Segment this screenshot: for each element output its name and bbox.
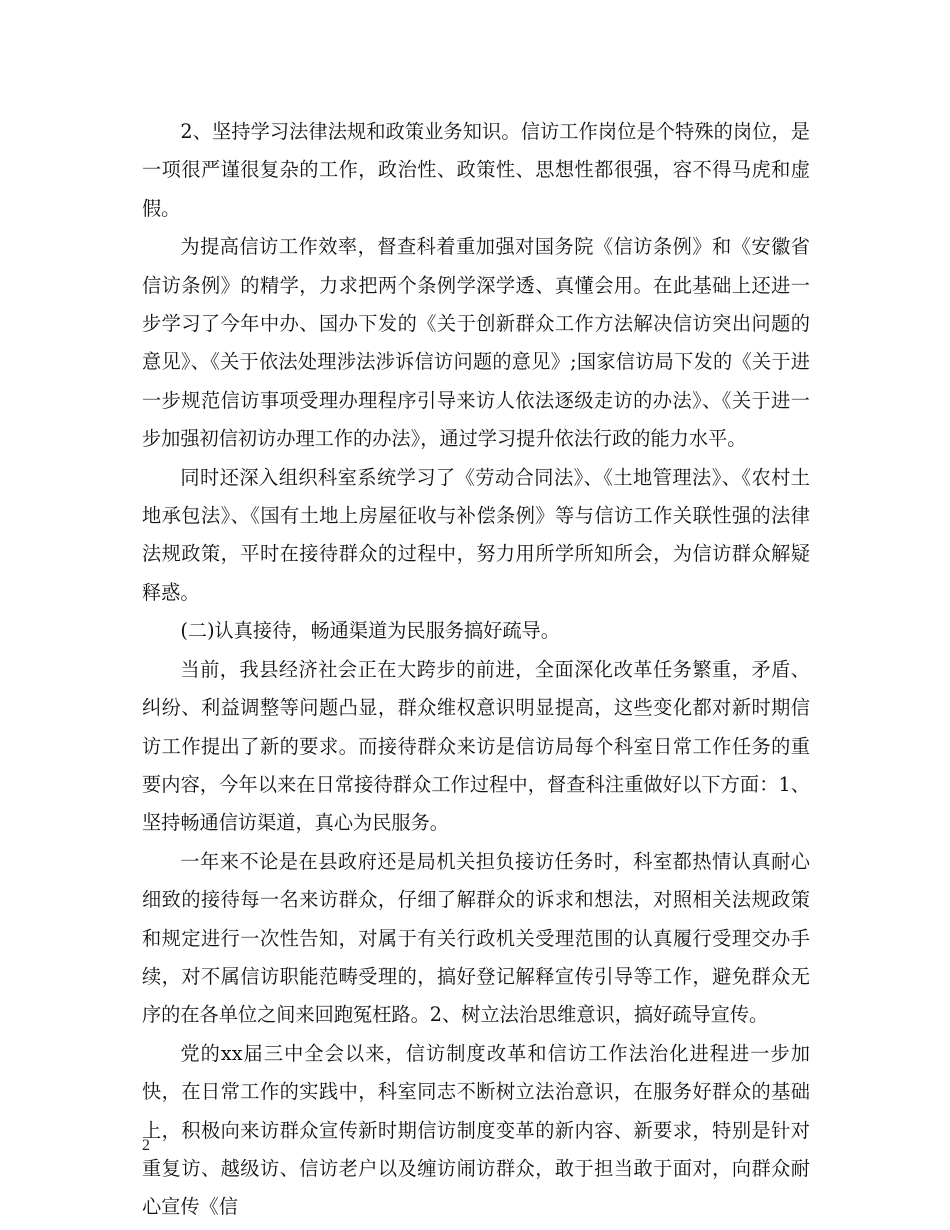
section-heading-reception: (二)认真接待，畅通渠道为民服务搞好疏导。 [180,619,560,643]
paragraph-rule-of-law: 党的xx届三中全会以来，信访制度改革和信访工作法治化进程进一步加快，在日常工作的实践中，科室同志不断树立法治意识，在服务好群众的基础上，积极向来访群众宣传新时期信访制度变革的新内容、新要求，特别是针对重复访、越级访、信访老户以及缠访闹访群众，敢于担当敢于面对，向群众耐心宣传《信 [142,1041,810,1219]
paragraph-related-laws: 同时还深入组织科室系统学习了《劳动合同法》、《土地管理法》、《农村土地承包法》、《国有土地上房屋征收与补偿条例》等与信访工作关联性强的法律法规政策，平时在接待群众的过程中，努力用所学所知所会，为信访群众解疑释惑。 [142,465,810,604]
page-number: 2 [142,1137,150,1154]
paragraph-year-reception: 一年来不论是在县政府还是局机关担负接访任务时，科室都热情认真耐心细致的接待每一名来访群众，仔细了解群众的诉求和想法，对照相关法规政策和规定进行一次性告知，对属于有关行政机关受理范围的认真履行受理交办手续，对不属信访职能范畴受理的，搞好登记解释宣传引导等工作，避免群众无序的在各单位之间来回跑冤枉路。2、树立法治思维意识，搞好疏导宣传。 [142,849,810,1027]
paragraph-study-laws: 2、坚持学习法律法规和政策业务知识。信访工作岗位是个特殊的岗位，是一项很严谨很复杂的工作，政治性、政策性、思想性都很强，容不得马虎和虚假。 [142,120,810,220]
paragraph-petition-regulations: 为提高信访工作效率，督查科着重加强对国务院《信访条例》和《安徽省信访条例》的精学，力求把两个条例学深学透、真懂会用。在此基础上还进一步学习了今年中办、国办下发的《关于创新群众工作方法解决信访突出问题的意见》、《关于依法处理涉法涉诉信访问题的意见》;国家信访局下发的《关于进一步规范信访事项受理办理程序引导来访人依法逐级走访的办法》、《关于进一步加强初信初访办理工作的办法》，通过学习提升依法行政的能力水平。 [142,235,810,451]
document-body [142,113,810,1227]
paragraph-current-situation: 当前，我县经济社会正在大跨步的前进，全面深化改革任务繁重，矛盾、纠纷、利益调整等问题凸显，群众维权意识明显提高，这些变化都对新时期信访工作提出了新的要求。而接待群众来访是信访局每个科室日常工作任务的重要内容，今年以来在日常接待群众工作过程中，督查科注重做好以下方面：1、坚持畅通信访渠道，真心为民服务。 [142,657,810,835]
